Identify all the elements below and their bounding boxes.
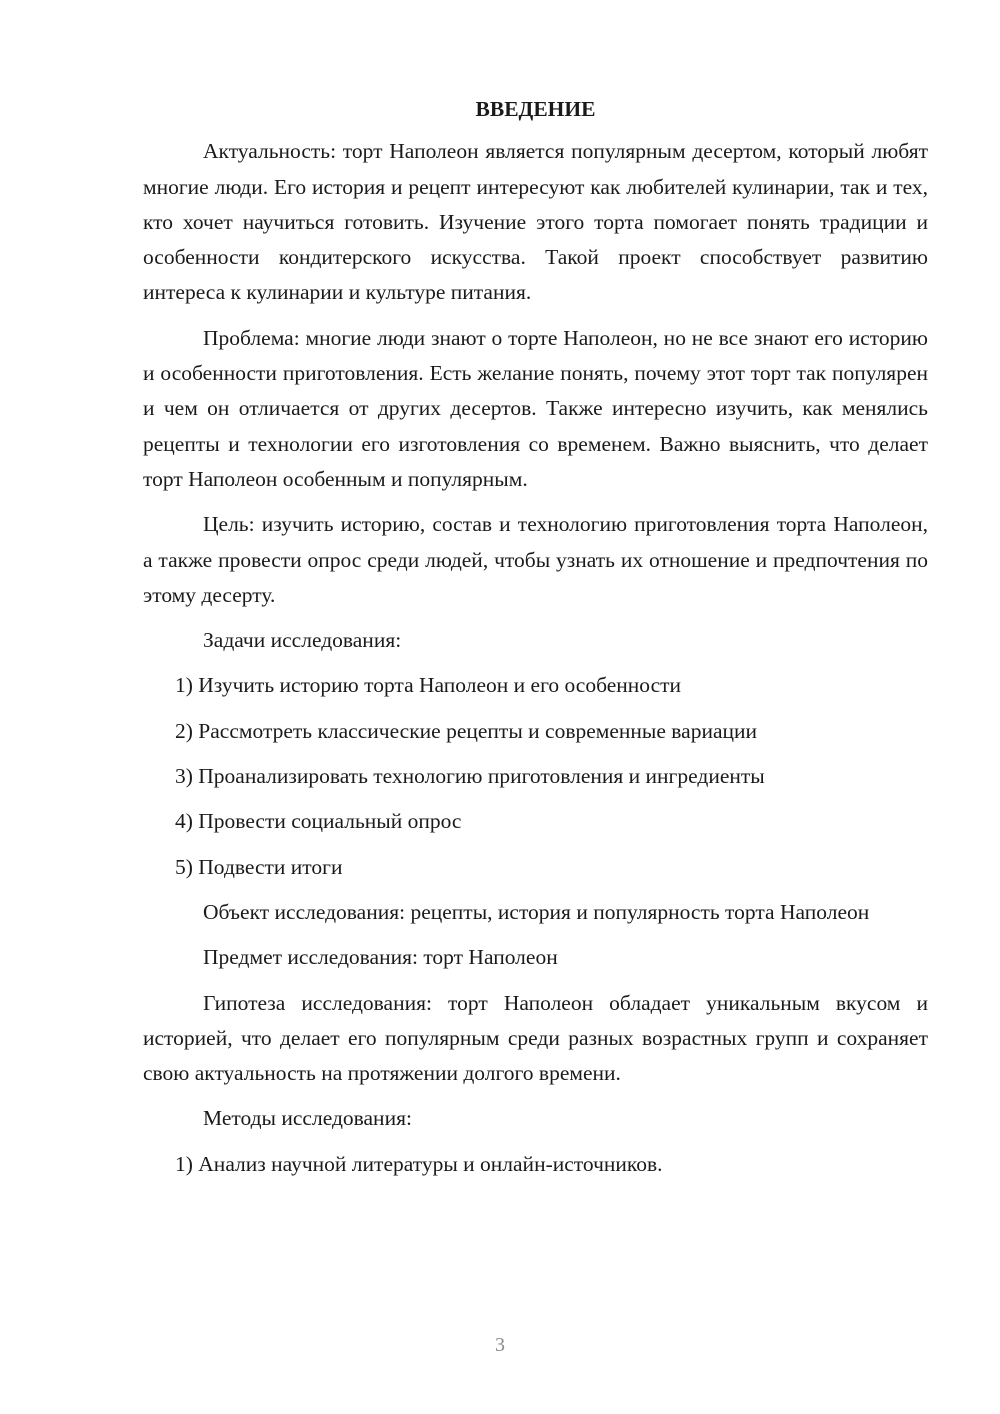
- task-item: 5) Подвести итоги: [175, 854, 343, 879]
- tasks-heading: Задачи исследования:: [203, 628, 402, 653]
- problem-paragraph: Проблема: многие люди знают о торте Наполеон, но не все знают его историю и особенности приготовления. Есть желание понять, почему этот торт так популярен и чем он отличается от других десертов. Также интересно изучить, как менялись рецепты и технологии его изготовления со временем. Важно выяснить, что делает торт Наполеон особенным и популярным.: [143, 325, 928, 491]
- task-item: 4) Провести социальный опрос: [175, 809, 462, 834]
- task-item: 3) Проанализировать технологию приготовления и ингредиенты: [175, 764, 765, 789]
- task-item: 2) Рассмотреть классические рецепты и современные вариации: [175, 718, 758, 743]
- method-item: 1) Анализ научной литературы и онлайн-источников.: [175, 1151, 663, 1176]
- page-number: 3: [495, 1334, 505, 1356]
- section-title: ВВЕДЕНИЕ: [475, 97, 596, 121]
- subject-paragraph: Предмет исследования: торт Наполеон: [203, 945, 558, 970]
- goal-paragraph: Цель: изучить историю, состав и технологию приготовления торта Наполеон, а также провести опрос среди людей, чтобы узнать их отношение и предпочтения по этому десерту.: [143, 512, 928, 607]
- methods-heading: Методы исследования:: [203, 1106, 412, 1131]
- object-paragraph: Объект исследования: рецепты, история и популярность торта Наполеон: [203, 899, 870, 924]
- relevance-paragraph: Актуальность: торт Наполеон является популярным десертом, который любят многие люди. Его история и рецепт интересуют как любителей кулинарии, так и тех, кто хочет научиться готовить. Изучение этого торта помогает понять традиции и особенности кондитерского искусства. Такой проект способствует развитию интереса к кулинарии и культуре питания.: [143, 139, 928, 305]
- task-item: 1) Изучить историю торта Наполеон и его особенности: [175, 673, 682, 698]
- hypothesis-paragraph: Гипотеза исследования: торт Наполеон обладает уникальным вкусом и историей, что делает его популярным среди разных возрастных групп и сохраняет свою актуальность на протяжении долгого времени.: [143, 990, 928, 1086]
- document-page: [143, 92, 928, 1192]
